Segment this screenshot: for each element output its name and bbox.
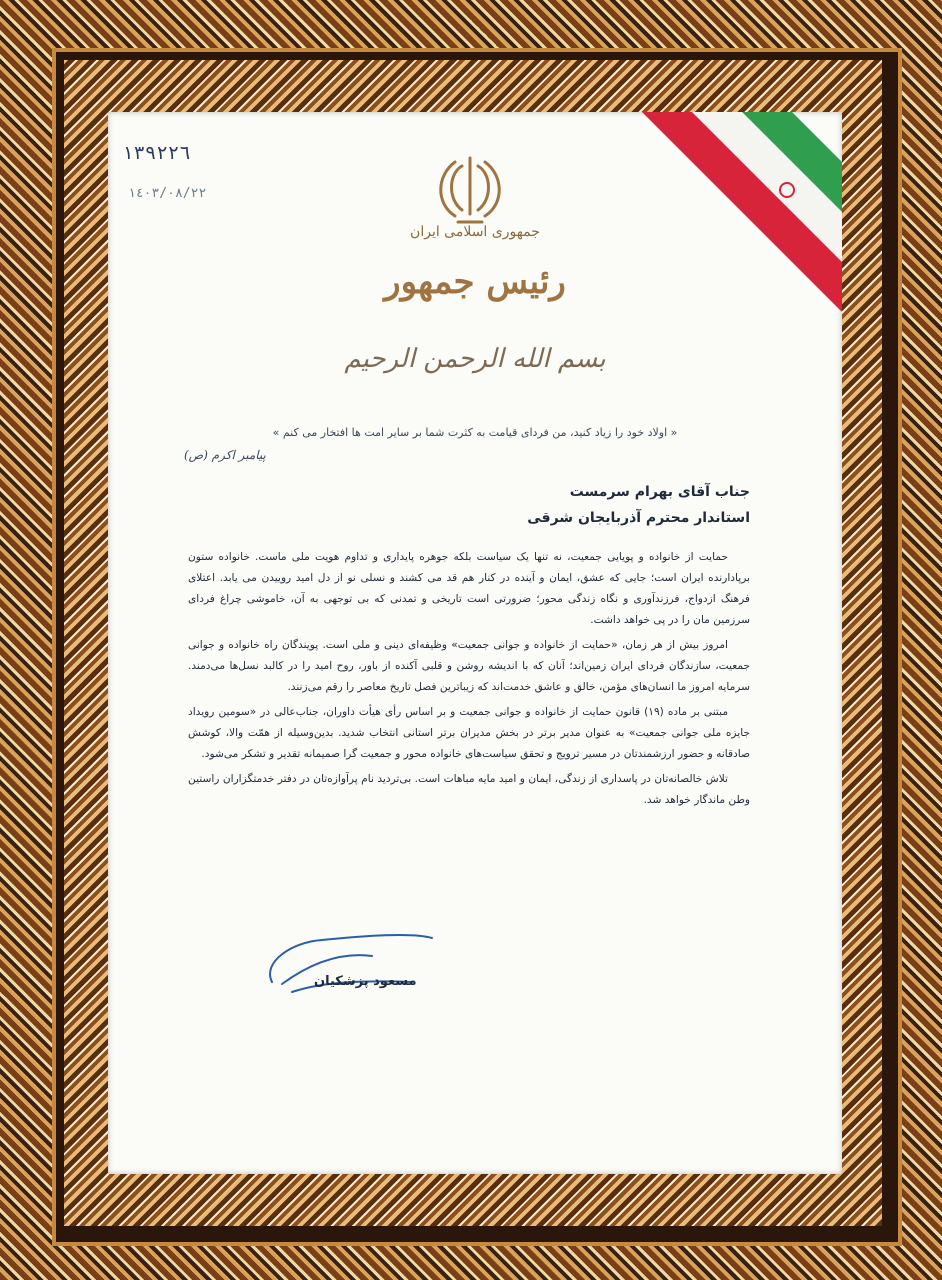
hadith-quote: « اولاد خود را زیاد کنید، من فردای قیامت به کثرت شما بر سایر امت ها افتخار می کنم »: [272, 426, 678, 439]
country-name: جمهوری اسلامی ایران: [410, 224, 540, 240]
iran-emblem-icon: [438, 152, 502, 228]
signer-name: مسعود پزشکیان: [314, 974, 417, 989]
paragraph-3: مبتنی بر ماده (۱۹) قانون حمایت از خانواده و جوانی جمعیت و بر اساس رأی هیأت داوران، جناب‌عالی در «سومین رویداد جایزه ملی جوانی جمعیت» به عنوان مدیر برتر در بخش مدیران برتر استانی انتخاب شدید. بدین‌وسیله از همّت والا، کوشش صادقانه و حضور ارزشمندتان در مسیر ترویج و تحقق سیاست‌های خانواده محور و جمعیت گرا صمیمانه تقدیر و تشکر می‌شود.: [188, 706, 750, 760]
office-title: رئیس جمهور: [384, 262, 566, 302]
signature-scribble: [252, 922, 442, 1002]
reference-number: ١٣٩٢٢٦: [122, 142, 191, 164]
paragraph-1: حمایت از خانواده و پویایی جمعیت، نه تنها یک سیاست بلکه جوهره پایداری و تداوم هویت ملی ماست. خانواده ستون برپادارنده ایران است؛ جایی که عشق، ایمان و آینده در کنار هم قد می کشند و نسلی نو از دل امید روییدن می یابد. اعتلای فرهنگ ازدواج، فرزندآوری و نگاه زندگی محور؛ ضرورتی است تاریخی و تمدنی که بی توجهی به آن، خاموشی چراغ فردای سرزمین مان را در پی خواهد داشت.: [188, 551, 750, 626]
reference-date: ١٤٠٣/٠٨/٢٢: [128, 186, 207, 201]
hadith-attribution: پیامبر اکرم (ص): [184, 448, 266, 462]
addressee-block: [527, 484, 750, 536]
addressee-name: جناب آقای بهرام سرمست: [569, 484, 750, 500]
basmala: بسم الله الرحمن الرحیم: [344, 344, 606, 374]
addressee-title: استاندار محترم آذربایجان شرقی: [527, 510, 750, 526]
letter-body: [188, 547, 750, 815]
certificate-paper: [108, 112, 842, 1174]
paragraph-2: امروز بیش از هر زمان، «حمایت از خانواده و جوانی جمعیت» وظیفه‌ای دینی و ملی است. پویندگان راه خانواده و جوانی جمعیت، سازندگان فردای ایران زمین‌اند؛ آنان که با اندیشه روشن و قلبی آکنده از باور، روح امید را در کالبد نسل‌ها می‌دمند. سرمایه امروز ما انسان‌های مؤمن، خالق و عاشق خدمت‌اند که زیباترین فصل تاریخ معاصر را رقم می‌زنند.: [188, 639, 750, 693]
paragraph-4: تلاش خالصانه‌تان در پاسداری از زندگی، ایمان و امید مایه مباهات است. بی‌تردید نام پرآوازه‌تان در دفتر خدمتگزاران راستین وطن ماندگار خواهد شد.: [188, 773, 750, 806]
